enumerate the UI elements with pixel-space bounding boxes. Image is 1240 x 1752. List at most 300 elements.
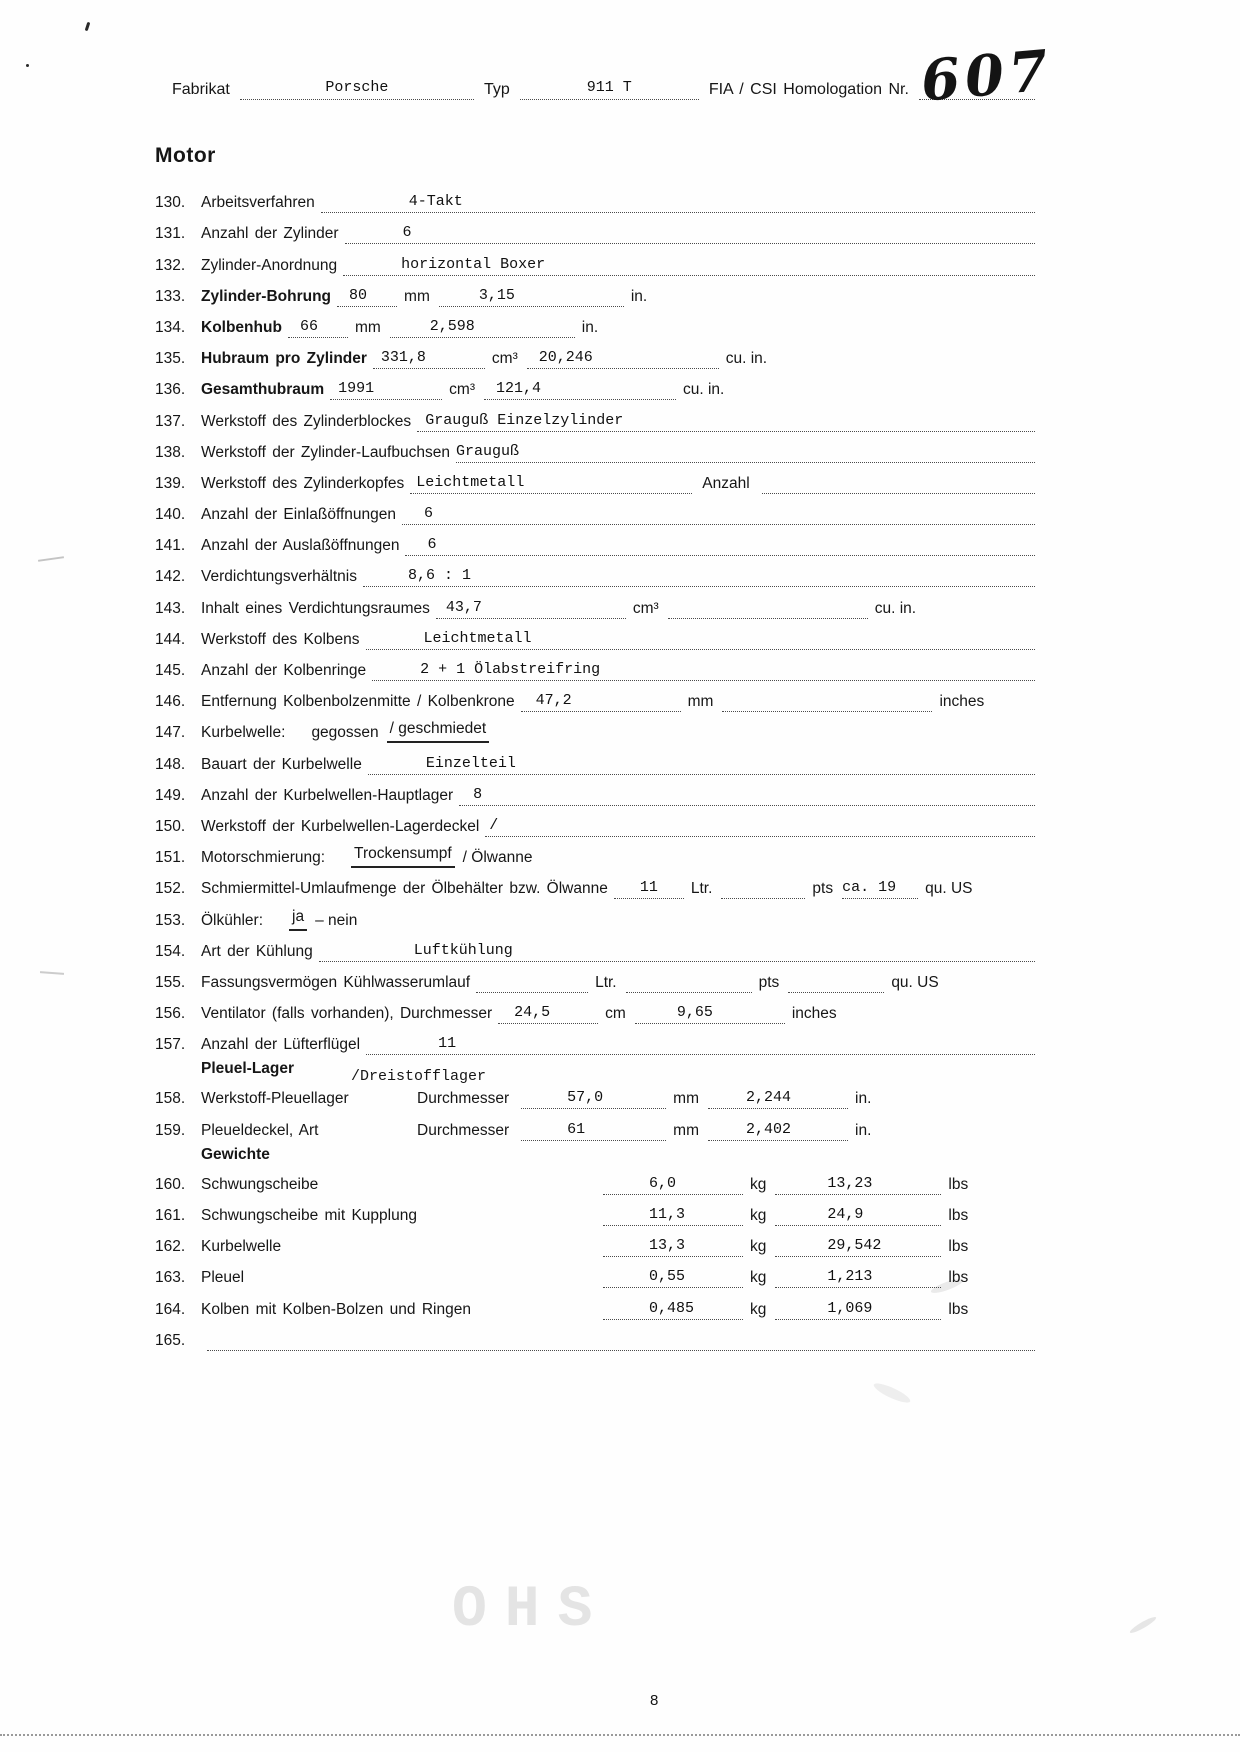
form-row <box>155 1068 1035 1109</box>
field-line <box>459 785 1035 806</box>
row-fields <box>337 286 1035 307</box>
field-line <box>330 379 442 400</box>
row-fields <box>410 473 1035 494</box>
field-value: 1991 <box>338 380 375 398</box>
unit-label: cm³ <box>632 599 659 617</box>
form-row <box>155 525 1035 556</box>
row-fields <box>207 1330 1035 1351</box>
form-row <box>155 1024 1035 1055</box>
field-line <box>775 1205 941 1226</box>
unit-label: lbs <box>948 1175 969 1193</box>
row-number: 131. <box>155 225 186 243</box>
row-fields <box>363 566 1035 587</box>
row-number: 151. <box>155 849 186 867</box>
field-line <box>603 1299 743 1320</box>
field-line <box>456 442 1035 463</box>
form-row <box>155 1164 1035 1195</box>
row-fields <box>321 192 1035 213</box>
unit-label: lbs <box>948 1238 969 1256</box>
field-value: 6 <box>424 505 434 523</box>
row-number: 144. <box>155 630 186 648</box>
form-row <box>155 244 1035 275</box>
field-value: 4-Takt <box>408 193 463 211</box>
field-value: 8 <box>473 785 483 803</box>
row-number: 160. <box>155 1175 186 1193</box>
choice-option-selected: / geschmiedet <box>387 719 490 743</box>
field-value: 2,598 <box>429 317 475 335</box>
row-fields <box>614 878 1035 899</box>
unit-label: pts <box>758 973 780 991</box>
row-fields <box>269 907 1035 931</box>
row-fields <box>603 1174 1035 1195</box>
scan-artifact <box>872 1380 912 1406</box>
scan-artifact <box>85 22 91 31</box>
page-bottom-edge <box>0 1734 1240 1736</box>
field-value: 0,55 <box>649 1268 686 1286</box>
unit-label: in. <box>855 1121 872 1139</box>
field-line <box>337 286 397 307</box>
field-value: 1,213 <box>827 1268 873 1286</box>
field-line <box>439 286 624 307</box>
field-line <box>721 878 805 899</box>
row-number: 154. <box>155 942 186 960</box>
row-label: Kolbenhub <box>201 318 282 336</box>
form-row <box>155 868 1035 899</box>
inline-label: Durchmesser <box>417 1121 510 1139</box>
row-number: 130. <box>155 194 186 212</box>
field-value: 6,0 <box>649 1174 677 1192</box>
row-fields <box>405 535 1035 556</box>
row-number: 162. <box>155 1238 186 1256</box>
field-value: 3,15 <box>478 286 515 304</box>
unit-label: kg <box>750 1207 767 1224</box>
unit-label: inches <box>791 1005 837 1023</box>
field-line <box>603 1267 743 1288</box>
field-value: 11 <box>639 879 658 897</box>
field-value: Einzelteil <box>425 754 516 772</box>
form-row <box>155 1320 1035 1351</box>
choice-option-selected: Trockensumpf <box>351 844 455 868</box>
fabrikat-field <box>240 77 474 100</box>
field-line <box>603 1236 743 1257</box>
field-line <box>668 598 868 619</box>
row-number: 157. <box>155 1036 186 1054</box>
row-label: Werkstoff der Kurbelwellen-Lagerdeckel <box>201 817 480 835</box>
field-line <box>775 1267 941 1288</box>
unit-label: in. <box>630 287 648 305</box>
form-row <box>155 1226 1035 1257</box>
form-row <box>155 899 1035 930</box>
row-label: Anzahl der Kolbenringe <box>201 662 367 679</box>
row-number: 158. <box>155 1090 186 1108</box>
field-line <box>788 972 884 993</box>
row-label: Hubraum pro Zylinder <box>201 350 367 368</box>
scan-artifact <box>26 64 29 67</box>
row-fields <box>372 660 1035 681</box>
field-value: 20,246 <box>538 349 593 367</box>
unit-label: lbs <box>948 1207 969 1224</box>
field-value: 121,4 <box>496 380 542 398</box>
row-number: 164. <box>155 1300 186 1318</box>
unit-label: inches <box>939 693 985 711</box>
form-row <box>155 307 1035 338</box>
row-fields <box>366 1034 1035 1055</box>
row-label: Motorschmierung: <box>201 849 326 867</box>
row-number: 141. <box>155 537 186 555</box>
field-line <box>614 878 684 899</box>
row-number: 143. <box>155 599 186 617</box>
row-label: Anzahl der Auslaßöffnungen <box>201 537 400 555</box>
field-line <box>603 1174 743 1195</box>
form-rows <box>155 182 1035 1351</box>
choice-option-selected: ja <box>289 907 307 931</box>
field-value: 13,3 <box>649 1237 686 1255</box>
row-fields <box>368 754 1035 775</box>
fabrikat-label: Fabrikat <box>172 81 230 98</box>
field-line <box>373 348 485 369</box>
row-label: Anzahl der Kurbelwellen-Hauptlager <box>201 786 454 804</box>
form-row <box>155 556 1035 587</box>
row-fields <box>407 1120 1035 1141</box>
unit-label: kg <box>750 1300 767 1318</box>
row-number: 153. <box>155 911 186 929</box>
row-fields <box>498 1003 1035 1024</box>
row-label: Pleueldeckel, Art <box>201 1121 319 1139</box>
field-line <box>603 1205 743 1226</box>
field-line <box>405 535 1035 556</box>
row-number: 145. <box>155 662 186 679</box>
row-fields <box>330 379 1035 400</box>
field-line <box>343 255 1035 276</box>
row-number: 152. <box>155 880 186 898</box>
row-number: 149. <box>155 786 186 804</box>
form-row <box>155 837 1035 868</box>
inline-label: Durchmesser <box>417 1090 510 1108</box>
field-value: horizontal Boxer <box>401 255 546 273</box>
field-value: 57,0 <box>567 1089 604 1107</box>
homologation-number-handwritten: 607 <box>918 37 1056 115</box>
field-line <box>390 317 575 338</box>
unit-label: cu. in. <box>683 381 725 399</box>
field-line <box>366 629 1035 650</box>
form-row <box>155 1109 1035 1140</box>
row-number: 155. <box>155 973 186 991</box>
row-number: 132. <box>155 256 186 274</box>
row-label: Fassungsvermögen Kühlwasserumlauf <box>201 973 471 991</box>
section-title: Motor <box>155 144 216 167</box>
unit-label: mm <box>673 1090 699 1108</box>
field-line <box>521 691 681 712</box>
row-fields <box>319 941 1035 962</box>
homologation-field <box>918 37 1056 115</box>
field-value: ca. 19 <box>842 879 897 897</box>
field-line <box>521 1120 666 1141</box>
field-line <box>708 1088 848 1109</box>
field-line <box>321 192 1035 213</box>
field-value: 43,7 <box>445 598 482 616</box>
field-line <box>288 317 348 338</box>
form-row <box>155 432 1035 463</box>
unit-label: pts <box>812 880 834 898</box>
field-value: 80 <box>349 286 368 304</box>
field-value: 9,65 <box>676 1004 713 1022</box>
unit-label: qu. US <box>891 973 939 991</box>
field-line <box>484 379 676 400</box>
row-label: Ventilator (falls vorhanden), Durchmesser <box>201 1005 493 1023</box>
page-number: 8 <box>650 1692 659 1709</box>
form-row <box>155 494 1035 525</box>
form-row <box>155 931 1035 962</box>
form-row <box>155 993 1035 1024</box>
unit-label: kg <box>750 1238 767 1256</box>
field-value: 11,3 <box>649 1206 686 1223</box>
form-row <box>155 338 1035 369</box>
form-row <box>155 962 1035 993</box>
unit-label: in. <box>855 1090 872 1108</box>
field-line <box>521 1088 666 1109</box>
form-row <box>155 400 1035 431</box>
form-header <box>172 37 1056 115</box>
row-label: Zylinder-Bohrung <box>201 287 332 305</box>
field-value: 8,6 : 1 <box>407 567 471 585</box>
row-fields <box>521 691 1035 712</box>
row-fields <box>476 972 1035 993</box>
row-fields <box>343 255 1035 276</box>
form-row <box>155 369 1035 400</box>
row-number: 161. <box>155 1207 186 1224</box>
form-row <box>155 775 1035 806</box>
row-fields <box>603 1299 1035 1320</box>
form-row <box>155 463 1035 494</box>
row-fields <box>459 785 1035 806</box>
field-value: Grauguß Einzelzylinder <box>425 411 624 429</box>
row-label: Kolben mit Kolben-Bolzen und Ringen <box>201 1300 471 1318</box>
row-fields <box>366 629 1035 650</box>
choice-option: / Ölwanne <box>462 849 533 867</box>
field-line <box>363 566 1035 587</box>
row-number: 165. <box>155 1331 186 1349</box>
unit-label: mm <box>687 693 714 711</box>
field-value: / <box>489 816 499 834</box>
subsection-heading: Pleuel-Lager <box>201 1060 295 1078</box>
field-line <box>775 1236 941 1257</box>
field-value: 47,2 <box>535 692 572 710</box>
typed-insert: /Dreistofflager <box>351 1068 487 1086</box>
row-label: Entfernung Kolbenbolzenmitte / Kolbenkrone <box>201 693 515 711</box>
row-label: Anzahl der Zylinder <box>201 225 339 243</box>
choice-option: – nein <box>315 911 358 929</box>
row-number: 150. <box>155 817 186 835</box>
field-line <box>417 411 1035 432</box>
row-label: Art der Kühlung <box>201 942 313 960</box>
field-value: Leichtmetall <box>423 629 532 647</box>
field-line <box>485 816 1035 837</box>
field-value: 6 <box>402 224 412 242</box>
form-row <box>155 743 1035 774</box>
field-value: 331,8 <box>380 349 426 367</box>
field-value: 2,402 <box>746 1120 792 1138</box>
unit-label: in. <box>581 318 599 336</box>
row-fields <box>603 1236 1035 1257</box>
form-row <box>155 712 1035 743</box>
field-line <box>708 1120 848 1141</box>
unit-label: cm <box>605 1005 626 1023</box>
row-label: Werkstoff des Kolbens <box>201 630 360 648</box>
field-line <box>366 1034 1035 1055</box>
row-label: Bauart der Kurbelwelle <box>201 755 362 773</box>
field-line <box>372 660 1035 681</box>
row-number: 156. <box>155 1005 186 1023</box>
row-fields <box>345 223 1035 244</box>
form-row <box>155 213 1035 244</box>
unit-label: lbs <box>948 1269 969 1287</box>
row-fields <box>288 317 1035 338</box>
field-line <box>436 598 626 619</box>
row-fields <box>456 442 1035 463</box>
field-line <box>476 972 588 993</box>
unit-label: lbs <box>948 1300 969 1318</box>
field-value: 6 <box>427 536 437 554</box>
row-number: 146. <box>155 693 186 711</box>
field-line <box>402 504 1035 525</box>
scan-artifact <box>1129 1615 1158 1635</box>
form-row <box>155 587 1035 618</box>
row-number: 136. <box>155 381 186 399</box>
row-number: 137. <box>155 412 186 430</box>
field-value: 61 <box>567 1120 586 1138</box>
field-line <box>207 1330 1035 1351</box>
row-label: Zylinder-Anordnung <box>201 256 338 274</box>
row-label: Werkstoff der Zylinder-Laufbuchsen <box>201 443 450 461</box>
row-fields <box>603 1205 1035 1226</box>
field-line <box>345 223 1035 244</box>
scan-artifact <box>38 556 64 562</box>
field-value: 1,069 <box>827 1299 873 1317</box>
row-fields <box>291 719 1035 743</box>
field-value: Luftkühlung <box>413 941 513 959</box>
field-value: 24,9 <box>827 1206 864 1223</box>
field-line <box>635 1003 785 1024</box>
field-line <box>762 473 1035 494</box>
row-label: Schwungscheibe <box>201 1175 319 1193</box>
field-value: 24,5 <box>514 1004 551 1022</box>
field-value: 66 <box>299 317 318 335</box>
typ-field <box>520 77 699 100</box>
row-number: 148. <box>155 755 186 773</box>
row-label: Schmiermittel-Umlaufmenge der Ölbehälter bzw. Ölwanne <box>201 880 608 898</box>
field-line <box>626 972 752 993</box>
typ-value: 911 T <box>586 79 632 96</box>
row-number: 142. <box>155 568 186 586</box>
row-label: Kurbelwelle <box>201 1238 282 1256</box>
unit-label: kg <box>750 1269 767 1287</box>
field-value: 2,244 <box>746 1089 792 1107</box>
row-label: Verdichtungsverhältnis <box>201 568 357 586</box>
subsection-heading: Gewichte <box>201 1145 270 1163</box>
form-row <box>155 650 1035 681</box>
unit-label: cu. in. <box>874 599 917 617</box>
row-label: Werkstoff des Zylinderkopfes <box>201 474 405 492</box>
field-line <box>410 473 692 494</box>
field-value: 0,485 <box>649 1299 695 1317</box>
form-row <box>155 1288 1035 1319</box>
unit-label: cu. in. <box>725 350 768 368</box>
field-line <box>498 1003 598 1024</box>
faint-stamp: OHS <box>452 1578 611 1643</box>
row-fields <box>436 598 1035 619</box>
field-line <box>842 878 918 899</box>
unit-label: mm <box>673 1121 699 1139</box>
row-number: 147. <box>155 724 186 742</box>
unit-label: cm³ <box>491 350 518 368</box>
row-label: Gesamthubraum <box>201 381 325 399</box>
field-value: 2 + 1 Ölabstreifring <box>420 661 601 678</box>
scan-artifact <box>40 971 64 975</box>
field-line <box>319 941 1035 962</box>
row-fields <box>407 1088 1035 1109</box>
row-number: 140. <box>155 506 186 524</box>
row-number: 138. <box>155 443 186 461</box>
field-value: 13,23 <box>827 1174 873 1192</box>
row-fields <box>373 348 1035 369</box>
field-line <box>775 1299 941 1320</box>
form-row <box>155 806 1035 837</box>
row-fields <box>603 1267 1035 1288</box>
unit-label: kg <box>750 1175 767 1193</box>
row-fields <box>417 411 1035 432</box>
unit-label: mm <box>354 318 381 336</box>
row-fields <box>331 844 1035 868</box>
form-row <box>155 276 1035 307</box>
field-line <box>722 691 932 712</box>
inline-label: Anzahl <box>702 474 750 492</box>
unit-label: qu. US <box>925 880 973 898</box>
row-label: Inhalt eines Verdichtungsraumes <box>201 599 430 617</box>
row-label: Werkstoff des Zylinderblockes <box>201 412 412 430</box>
row-number: 134. <box>155 318 186 336</box>
homologation-label: FIA / CSI Homologation Nr. <box>708 81 909 98</box>
form-row <box>155 1195 1035 1226</box>
unit-label: cm³ <box>449 381 475 399</box>
row-number: 159. <box>155 1121 186 1139</box>
typ-label: Typ <box>483 81 510 98</box>
row-label: Arbeitsverfahren <box>201 194 315 212</box>
row-number: 139. <box>155 474 186 492</box>
unit-label: Ltr. <box>595 973 617 991</box>
unit-label: Ltr. <box>690 880 713 898</box>
field-value: 11 <box>438 1035 457 1053</box>
row-number: 163. <box>155 1269 186 1287</box>
row-label: Kurbelwelle: <box>201 724 286 742</box>
form-row <box>155 681 1035 712</box>
row-fields <box>402 504 1035 525</box>
fabrikat-value: Porsche <box>325 79 389 96</box>
form-row <box>155 1257 1035 1288</box>
unit-label: mm <box>404 287 430 305</box>
row-label: Anzahl der Lüfterflügel <box>201 1036 361 1054</box>
row-number: 135. <box>155 350 186 368</box>
row-label: Schwungscheibe mit Kupplung <box>201 1207 417 1224</box>
field-value: Grauguß <box>455 442 519 460</box>
row-label: Werkstoff-Pleuellager <box>201 1090 349 1108</box>
form-row <box>155 619 1035 650</box>
field-value: Leichtmetall <box>416 473 525 491</box>
form-row <box>155 182 1035 213</box>
row-fields <box>485 816 1035 837</box>
field-line <box>527 348 719 369</box>
row-number: 133. <box>155 287 186 305</box>
field-line <box>368 754 1035 775</box>
